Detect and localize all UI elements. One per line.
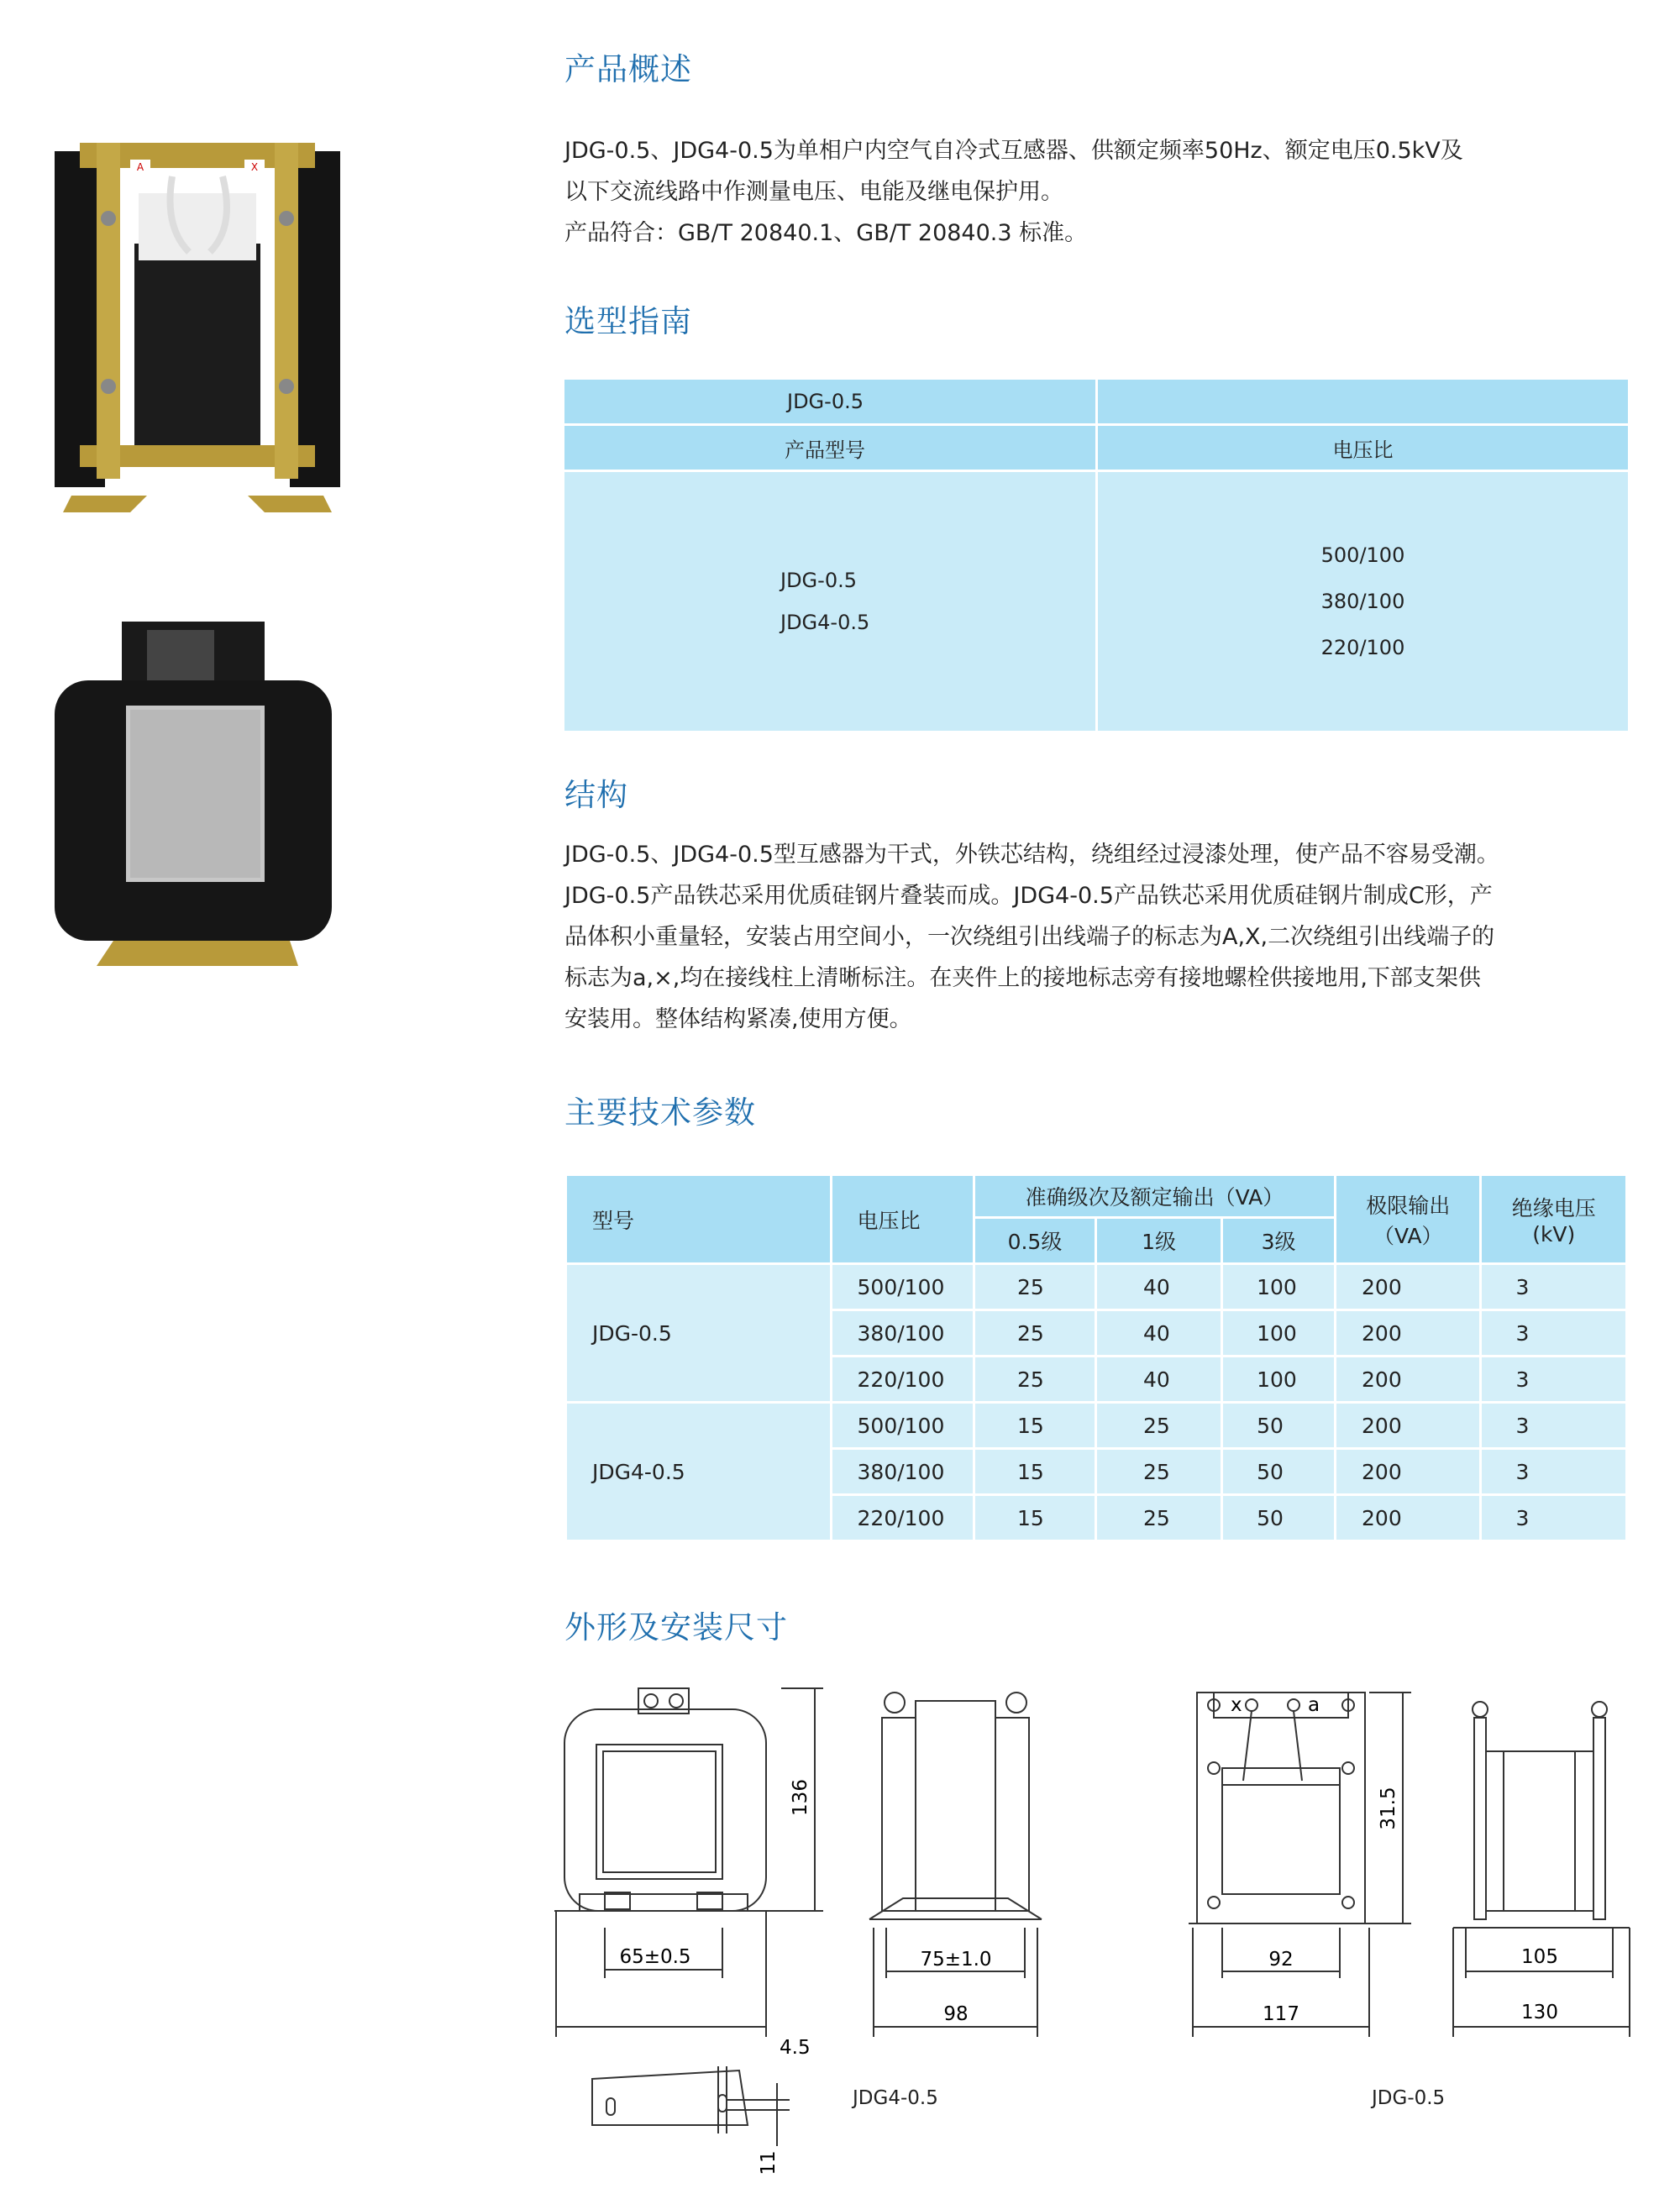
tech-c1: 40 — [1097, 1265, 1221, 1309]
selection-top-label: JDG-0.5 — [564, 380, 1095, 423]
tech-h-insul — [1482, 1176, 1625, 1262]
jdg4-dim-h: 136 — [790, 1779, 811, 1816]
tech-h-limit-line2: （VA） — [1373, 1223, 1443, 1248]
tech-ratio: 500/100 — [832, 1404, 973, 1447]
tech-c05: 15 — [975, 1450, 1095, 1493]
product-photo-jdg4 — [46, 613, 340, 983]
selection-models — [564, 472, 1095, 731]
tech-c3: 50 — [1223, 1496, 1334, 1540]
overview-text — [564, 130, 1648, 254]
tech-h-c05: 0.5级 — [975, 1219, 1095, 1262]
terminal-mark-x: X — [250, 161, 259, 173]
tech-ratio: 220/100 — [832, 1496, 973, 1540]
jdg4-front-drawing — [554, 1684, 840, 2045]
jdg4-dim-w3: 98 — [943, 2003, 969, 2025]
tech-c3: 100 — [1223, 1311, 1334, 1355]
jdg-caption: JDG-0.5 — [1372, 2087, 1446, 2109]
tech-c05: 25 — [975, 1357, 1095, 1401]
tech-c1: 25 — [1097, 1450, 1221, 1493]
structure-line: JDG-0.5产品铁芯采用优质硅钢片叠装而成。JDG4-0.5产品铁芯采用优质硅钢片制成C形，产 — [564, 883, 1493, 909]
jdg-dim-w1: 92 — [1268, 1949, 1294, 1971]
tech-limit: 200 — [1336, 1311, 1479, 1355]
jdg4-foot-drawing — [580, 2033, 832, 2184]
selection-model: JDG-0.5 — [780, 569, 857, 592]
tech-limit: 200 — [1336, 1450, 1479, 1493]
tech-h-limit — [1336, 1176, 1479, 1262]
tech-c05: 15 — [975, 1404, 1095, 1447]
selection-ratio: 500/100 — [1320, 543, 1405, 567]
tech-c3: 100 — [1223, 1357, 1334, 1401]
structure-text — [564, 834, 1656, 1040]
jdg-front-drawing — [1189, 1684, 1424, 2045]
jdg-dim-w4: 130 — [1521, 2002, 1558, 2023]
dimensions-heading: 外形及安装尺寸 — [564, 1609, 788, 1645]
selection-top-empty — [1098, 380, 1628, 423]
jdg4-dim-w2: 75±1.0 — [920, 1949, 992, 1971]
jdg-dim-h: 31.5 — [1378, 1787, 1399, 1830]
jdg4-dim-w1: 65±0.5 — [619, 1946, 691, 1968]
tech-h-model: 型号 — [567, 1176, 830, 1262]
structure-line: 品体积小重量轻，安装占用空间小，一次绕组引出线端子的标志为A,X,二次绕组引出线端子的 — [564, 924, 1495, 950]
tech-insul: 3 — [1482, 1265, 1625, 1309]
jdg-dim-w2: 117 — [1263, 2003, 1299, 2025]
table-row — [567, 1404, 1625, 1447]
tech-table — [564, 1173, 1628, 1542]
structure-line: JDG-0.5、JDG4-0.5型互感器为干式，外铁芯结构，绕组经过浸漆处理，使产品不容易受潮。 — [564, 842, 1499, 868]
tech-h-c1: 1级 — [1097, 1219, 1221, 1262]
tech-c1: 25 — [1097, 1404, 1221, 1447]
tech-ratio: 500/100 — [832, 1265, 973, 1309]
tech-limit: 200 — [1336, 1265, 1479, 1309]
tech-h-limit-line1: 极限输出 — [1366, 1193, 1451, 1218]
tech-limit: 200 — [1336, 1496, 1479, 1540]
jdg-side-drawing — [1449, 1684, 1642, 2045]
jdg4-side-drawing — [865, 1684, 1050, 2045]
tech-c3: 100 — [1223, 1265, 1334, 1309]
terminal-mark-a: A — [136, 161, 144, 173]
selection-col-ratio: 电压比 — [1098, 426, 1628, 470]
tech-insul: 3 — [1482, 1496, 1625, 1540]
jdg-dim-w3: 105 — [1521, 1946, 1558, 1968]
tech-insul: 3 — [1482, 1404, 1625, 1447]
overview-line: 产品符合：GB/T 20840.1、GB/T 20840.3 标准。 — [564, 220, 1088, 246]
jdg4-dim-slot: 4.5 — [780, 2037, 811, 2059]
selection-ratio: 220/100 — [1320, 635, 1405, 659]
overview-heading: 产品概述 — [564, 51, 692, 87]
overview-line: 以下交流线路中作测量电压、电能及继电保护用。 — [564, 179, 1063, 205]
tech-limit: 200 — [1336, 1357, 1479, 1401]
selection-table — [564, 380, 1628, 731]
tech-insul: 3 — [1482, 1450, 1625, 1493]
selection-model: JDG4-0.5 — [780, 611, 870, 634]
selection-heading: 选型指南 — [564, 303, 692, 339]
selection-ratio: 380/100 — [1320, 589, 1405, 613]
jdg4-dim-slot-h: 11 — [758, 2150, 780, 2175]
tech-limit: 200 — [1336, 1404, 1479, 1447]
jdg4-caption: JDG4-0.5 — [853, 2087, 938, 2109]
tech-c3: 50 — [1223, 1404, 1334, 1447]
tech-insul: 3 — [1482, 1357, 1625, 1401]
tech-c05: 15 — [975, 1496, 1095, 1540]
tech-c1: 25 — [1097, 1496, 1221, 1540]
selection-col-model: 产品型号 — [564, 426, 1095, 470]
tech-c05: 25 — [975, 1311, 1095, 1355]
overview-line: JDG-0.5、JDG4-0.5为单相户内空气自冷式互感器、供额定频率50Hz、额定电压0.5kV及 — [564, 138, 1463, 164]
tech-ratio: 220/100 — [832, 1357, 973, 1401]
tech-ratio: 380/100 — [832, 1311, 973, 1355]
structure-line: 标志为a,×,均在接线柱上清晰标注。在夹件上的接地标志旁有接地螺栓供接地用,下部支架供 — [564, 965, 1481, 991]
tech-heading: 主要技术参数 — [564, 1094, 756, 1131]
structure-line: 安装用。整体结构紧凑,使用方便。 — [564, 1006, 912, 1032]
tech-c1: 40 — [1097, 1311, 1221, 1355]
tech-h-insul-line2: (kV) — [1532, 1222, 1576, 1246]
tech-insul: 3 — [1482, 1311, 1625, 1355]
product-photo-jdg — [46, 126, 349, 538]
selection-ratios — [1098, 472, 1628, 731]
tech-ratio: 380/100 — [832, 1450, 973, 1493]
tech-model: JDG-0.5 — [567, 1265, 830, 1401]
tech-c05: 25 — [975, 1265, 1095, 1309]
tech-model: JDG4-0.5 — [567, 1404, 830, 1540]
jdg-term-a: a — [1308, 1694, 1320, 1716]
tech-h-c3: 3级 — [1223, 1219, 1334, 1262]
table-row — [567, 1265, 1625, 1309]
structure-heading: 结构 — [564, 777, 628, 813]
tech-h-accuracy: 准确级次及额定输出（VA） — [975, 1176, 1334, 1216]
tech-h-ratio: 电压比 — [832, 1176, 973, 1262]
jdg-term-x: x — [1231, 1694, 1242, 1716]
tech-c3: 50 — [1223, 1450, 1334, 1493]
tech-c1: 40 — [1097, 1357, 1221, 1401]
tech-h-insul-line1: 绝缘电压 — [1511, 1196, 1596, 1220]
